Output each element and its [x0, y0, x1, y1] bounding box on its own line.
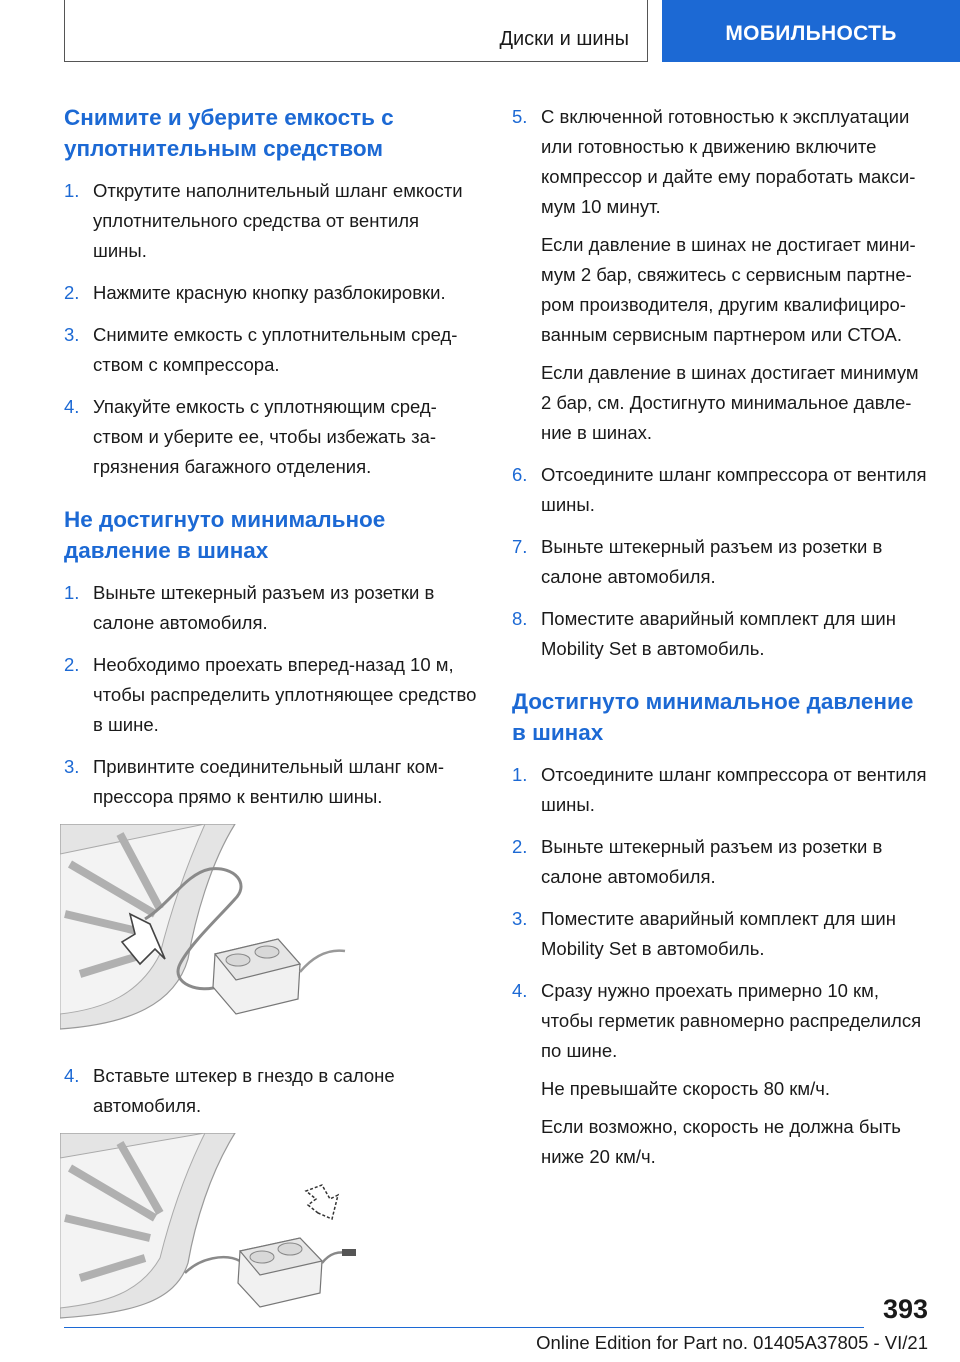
list-item: [512, 904, 932, 964]
step-text: Сразу нужно проехать примерно 10 км, чтобы герметик равномерно распределился по шине.: [541, 980, 922, 1061]
steps-min-pressure-reached: [512, 760, 932, 1066]
list-item: [64, 278, 478, 308]
step-number: 4.: [512, 980, 528, 1001]
step-text: Поместите аварийный комплект для шин Mobility Set в автомобиль.: [541, 608, 896, 659]
step-number: 1.: [512, 764, 528, 785]
list-item: [512, 976, 932, 1066]
list-item: [64, 752, 478, 812]
step-number: 4.: [64, 1065, 80, 1086]
step-number: 5.: [512, 106, 528, 127]
step-text: С включенной готовностью к эксплуатации или готовностью к движению включите компрессор и дайте ему поработать максимум 10 минут.: [541, 106, 916, 217]
footer-divider: [64, 1327, 864, 1328]
steps-plug-in: [64, 1061, 478, 1121]
header-section-title: Диски и шины: [499, 28, 629, 50]
step-text: Отсоедините шланг компрессора от вентиля шины.: [541, 764, 927, 815]
step-number: 1.: [64, 180, 80, 201]
list-item: [64, 320, 478, 380]
step-text: Упакуйте емкость с уплотняющим средством и уберите ее, чтобы избежать загрязнения багажного отделения.: [93, 396, 437, 477]
step-text: Выньте штекерный разъем из розетки в салоне автомобиля.: [541, 536, 883, 587]
section-title-min-pressure-not-reached: Не достигнуто минимальное давление в шинах: [64, 507, 386, 563]
list-item: [512, 102, 932, 222]
list-item: [64, 650, 478, 740]
step-number: 6.: [512, 464, 528, 485]
list-item: [512, 532, 932, 592]
step-number: 2.: [64, 282, 80, 303]
page-number: 393: [882, 1294, 928, 1324]
step-number: 2.: [512, 836, 528, 857]
note-text: Если давление в шинах не достигает минимум 2 бар, свяжитесь с сервисным партнером производителя, другим квалифицированным сервисным партнером или СТОА.: [541, 234, 916, 345]
compressor-valve-illustration: [60, 824, 360, 1039]
note-text: Не превышайте скорость 80 км/ч.: [541, 1078, 831, 1099]
step-number: 7.: [512, 536, 528, 557]
note-text: Если возможно, скорость не должна быть ниже 20 км/ч.: [541, 1116, 901, 1167]
list-item: [512, 460, 932, 520]
section-title-remove-container: Снимите и уберите емкость с уплотнительным средством: [64, 105, 394, 161]
step-text: Необходимо проехать вперед-назад 10 м, чтобы распределить уплотняющее средство в шине.: [93, 654, 477, 735]
step-text: Выньте штекерный разъем из розетки в салоне автомобиля.: [93, 582, 435, 633]
compressor-plug-illustration: [60, 1133, 360, 1323]
step-text: Снимите емкость с уплотнительным средством с компрессора.: [93, 324, 458, 375]
note-text: Если давление в шинах достигает минимум 2 бар, см. Достигнуто минимальное давление в шинах.: [541, 362, 919, 443]
steps-remove-container: [64, 176, 478, 482]
list-item: [64, 578, 478, 638]
right-column: [512, 102, 932, 1184]
step-text: Нажмите красную кнопку разблокировки.: [93, 282, 446, 303]
list-item: [512, 760, 932, 820]
step-number: 3.: [64, 756, 80, 777]
section-title-min-pressure-reached: Достигнуто минимальное давление в шинах: [512, 689, 914, 745]
footer-edition: Online Edition for Part no. 01405A37805 - VI/21: [536, 1332, 928, 1353]
step-number: 3.: [64, 324, 80, 345]
header-section-box: [64, 0, 648, 62]
step-text: Отсоедините шланг компрессора от вентиля шины.: [541, 464, 927, 515]
step-text: Выньте штекерный разъем из розетки в салоне автомобиля.: [541, 836, 883, 887]
step-number: 4.: [64, 396, 80, 417]
list-item: [512, 604, 932, 664]
step-number: 8.: [512, 608, 528, 629]
steps-continued: [512, 102, 932, 222]
step-text: Вставьте штекер в гнездо в салоне автомобиля.: [93, 1065, 395, 1116]
step-text: Привинтите соединительный шланг компрессора прямо к вентилю шины.: [93, 756, 444, 807]
steps-continued-2: [512, 460, 932, 664]
step-number: 1.: [64, 582, 80, 603]
list-item: [64, 1061, 478, 1121]
step-text: Открутите наполнительный шланг емкости уплотнительного средства от вентиля шины.: [93, 180, 463, 261]
header-chapter-tab[interactable]: МОБИЛЬНОСТЬ: [662, 0, 960, 62]
step-text: Поместите аварийный комплект для шин Mobility Set в автомобиль.: [541, 908, 896, 959]
left-column: [64, 102, 478, 1345]
step-number: 3.: [512, 908, 528, 929]
steps-min-pressure-not-reached: [64, 578, 478, 812]
list-item: [64, 176, 478, 266]
list-item: [512, 832, 932, 892]
list-item: [64, 392, 478, 482]
step-number: 2.: [64, 654, 80, 675]
